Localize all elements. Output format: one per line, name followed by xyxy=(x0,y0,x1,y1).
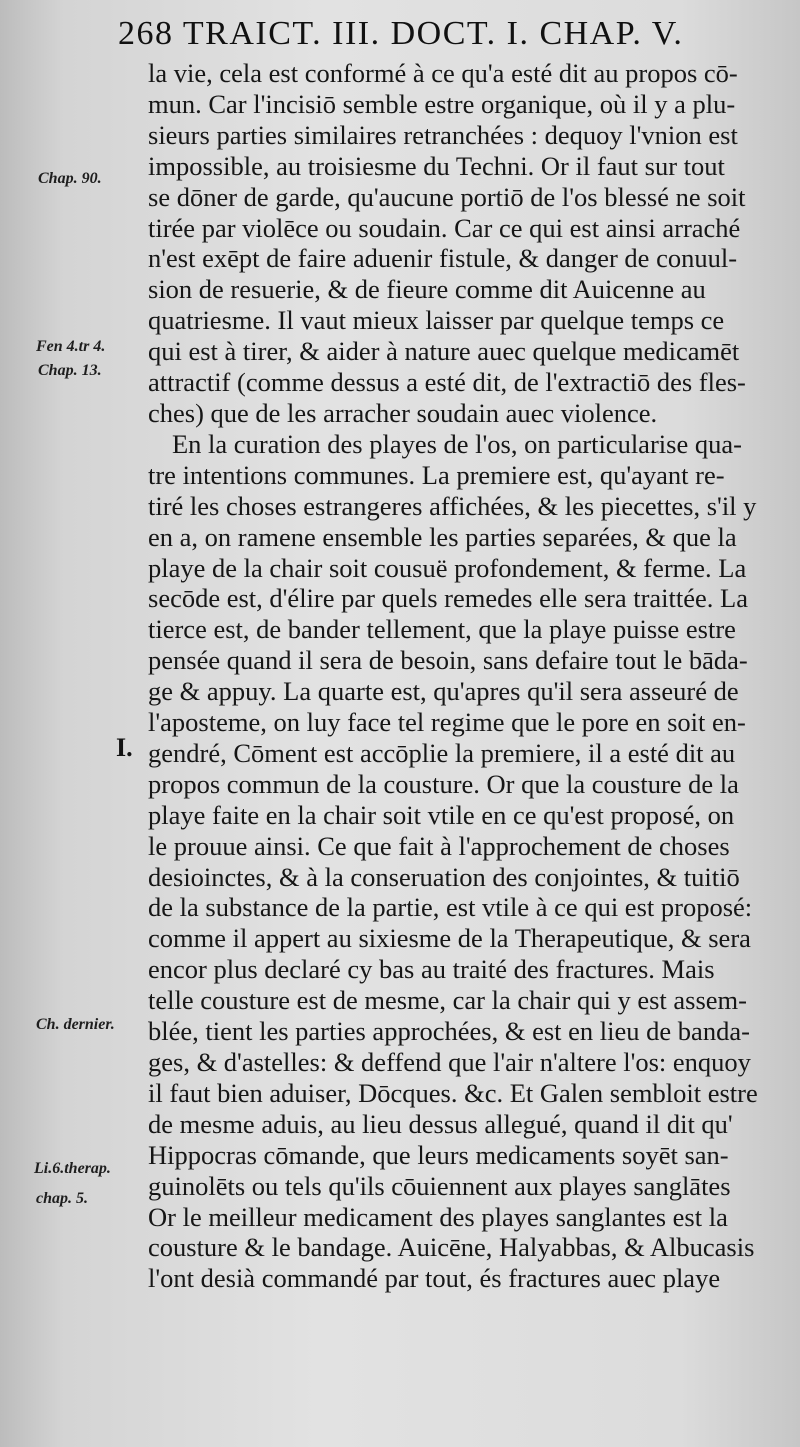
text-line: tirée par violēce ou soudain. Car ce qui est ainsi arraché xyxy=(148,212,741,243)
text-line: quatriesme. Il vaut mieux laisser par quelque temps ce xyxy=(148,305,725,336)
margin-note: chap. 5. xyxy=(36,1190,88,1207)
text-line: ges, & d'astelles: & deffend que l'air n'altere l'os: enquoy xyxy=(148,1047,751,1077)
text-line: desioinctes, & à la conseruation des conjointes, & tuitiō xyxy=(148,861,740,892)
text-line: de la substance de la partie, est vtile à ce qui est proposé: xyxy=(148,892,753,923)
text-line: comme il appert au sixiesme de la Therapeutique, & sera xyxy=(148,923,751,954)
text-line: encor plus declaré cy bas au traité des fractures. Mais xyxy=(148,954,715,985)
text-line: impossible, au troisiesme du Techni. Or il faut sur tout xyxy=(148,150,725,181)
text-line: playe faite en la chair soit vtile en ce qu'est proposé, on xyxy=(148,799,735,830)
text-line: en a, on ramene ensemble les parties separées, & que la xyxy=(148,521,737,552)
margin-note: Chap. 13. xyxy=(38,362,102,379)
text-line: la vie, cela est conformé à ce qu'a esté dit au propos cō- xyxy=(148,58,738,88)
text-line: de mesme aduis, au lieu dessus allegué, quand il dit qu' xyxy=(148,1108,733,1139)
text-line: ches) que de les arracher soudain auec violence. xyxy=(148,397,658,428)
text-line: blée, tient les parties approchées, & est en lieu de banda- xyxy=(148,1016,750,1047)
text-line: qui est à tirer, & aider à nature auec quelque medicamēt xyxy=(148,336,740,367)
margin-note: Ch. dernier. xyxy=(36,1016,115,1033)
text-line: cousture & le bandage. Auicēne, Halyabbas, & Albucasis xyxy=(148,1232,755,1263)
text-line: Hippocras cōmande, que leurs medicaments soyēt san- xyxy=(148,1139,729,1170)
text-line: l'ont desià commandé par tout, és fractures auec playe xyxy=(148,1263,721,1294)
text-line: sion de resuerie, & de fieure comme dit Auicenne au xyxy=(148,274,706,305)
text-line: tierce est, de bander tellement, que la playe puisse estre xyxy=(148,614,736,645)
text-line: l'aposteme, on luy face tel regime que le pore en soit en- xyxy=(148,707,746,738)
text-line: ge & appuy. La quarte est, qu'apres qu'il sera asseuré de xyxy=(148,676,739,707)
text-line: attractif (comme dessus a esté dit, de l'extractiō des fles- xyxy=(148,367,746,398)
text-line: Or le meilleur medicament des playes sanglantes est la xyxy=(148,1201,728,1232)
text-line: tiré les choses estrangeres affichées, & les piecettes, s'il y xyxy=(148,490,757,521)
text-line: En la curation des playes de l'os, on particularise qua- xyxy=(172,428,742,459)
text-line: n'est exēpt de faire aduenir fistule, & danger de conuul- xyxy=(148,243,738,274)
text-line: telle cousture est de mesme, car la chair qui y est assem- xyxy=(148,985,747,1016)
text-line: propos commun de la cousture. Or que la cousture de la xyxy=(148,768,739,799)
margin-note: Li.6.therap. xyxy=(34,1160,111,1177)
margin-note: Chap. 90. xyxy=(38,170,102,187)
text-line: pensée quand il sera de besoin, sans defaire tout le bāda- xyxy=(148,645,748,676)
text-line: guinolēts ou tels qu'ils cōuiennent aux playes sanglātes xyxy=(148,1170,731,1201)
text-line: tre intentions communes. La premiere est, qu'ayant re- xyxy=(148,459,725,490)
text-line: gendré, Cōment est accōplie la premiere, il a esté dit au xyxy=(148,737,736,768)
text-line: mun. Car l'incisiō semble estre organique, où il y a plu- xyxy=(148,88,736,119)
text-line: playe de la chair soit cousuë profondement, & ferme. La xyxy=(148,552,747,583)
running-head: 268 TRAICT. III. DOCT. I. CHAP. V. xyxy=(118,15,684,52)
margin-note: Fen 4.tr 4. xyxy=(36,338,106,355)
text-line: le prouue ainsi. Ce que fait à l'approchement de choses xyxy=(148,830,730,861)
text-line: se dōner de garde, qu'aucune portiō de l'os blessé ne soit xyxy=(148,181,746,212)
margin-numeral: I. xyxy=(116,733,133,762)
text-block xyxy=(148,58,776,1294)
text-line: sieurs parties similaires retranchées : dequoy l'vnion est xyxy=(148,119,738,150)
text-line: secōde est, d'élire par quels remedes elle sera traittée. La xyxy=(148,583,748,614)
text-line: il faut bien aduiser, Dōcques. &c. Et Galen sembloit estre xyxy=(148,1077,758,1108)
